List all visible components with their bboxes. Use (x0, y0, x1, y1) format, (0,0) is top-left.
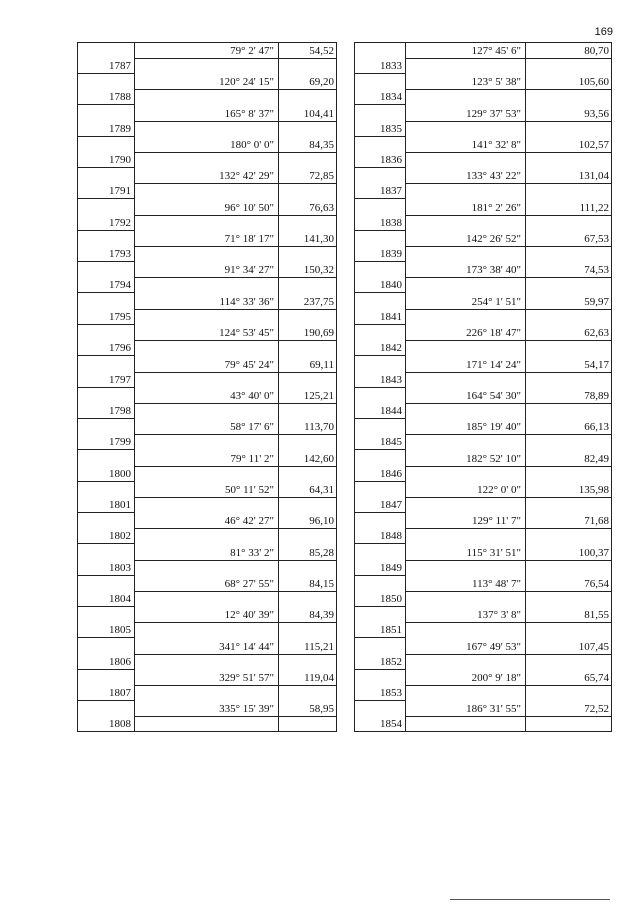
point-number: 1787 (109, 60, 131, 72)
row-separator (134, 685, 336, 686)
angle-cell: 79° 11' 2" (230, 452, 274, 465)
point-number: 1805 (109, 624, 131, 637)
distance-cell: 131,04 (578, 170, 609, 183)
row-separator (134, 215, 336, 216)
angle-cell: 329° 51' 57" (219, 672, 274, 684)
angle-cell: 165° 8' 37" (224, 107, 274, 120)
distance-cell: 115,21 (304, 640, 334, 653)
row-separator (78, 543, 134, 544)
distance-cell: 93,56 (584, 107, 609, 120)
row-separator (355, 543, 405, 544)
angle-cell: 129° 11' 7" (472, 515, 521, 528)
row-separator (78, 700, 134, 701)
distance-cell: 72,52 (584, 703, 609, 716)
row-separator (405, 58, 611, 59)
row-separator (134, 89, 336, 90)
point-number: 1835 (380, 122, 402, 135)
distance-cell: 62,63 (584, 327, 609, 340)
row-separator (134, 654, 336, 655)
point-number: 1837 (380, 185, 402, 198)
point-number: 1848 (380, 530, 402, 543)
point-number: 1797 (109, 373, 131, 386)
distance-cell: 84,15 (309, 577, 334, 590)
point-number: 1803 (109, 561, 131, 574)
angle-cell: 113° 48' 7" (472, 577, 521, 590)
distance-cell: 65,74 (584, 672, 609, 684)
angle-cell: 122° 0' 0" (477, 483, 521, 496)
angle-cell: 129° 37' 53" (466, 107, 521, 120)
distance-cell: 107,45 (578, 640, 609, 653)
row-separator (355, 418, 405, 419)
row-separator (405, 121, 611, 122)
row-separator (78, 136, 134, 137)
point-number: 1808 (109, 718, 131, 731)
row-separator (78, 669, 134, 670)
row-separator (405, 372, 611, 373)
distance-cell: 105,60 (578, 76, 609, 89)
angle-cell: 124° 53' 45" (219, 327, 274, 340)
distance-cell: 59,97 (584, 295, 609, 308)
angle-cell: 182° 52' 10" (466, 452, 521, 465)
row-separator (78, 198, 134, 199)
angle-cell: 96° 10' 50" (224, 201, 274, 214)
point-number: 1792 (109, 216, 131, 229)
angle-cell: 46° 42' 27" (224, 515, 274, 528)
row-separator (78, 387, 134, 388)
angle-cell: 12° 40' 39" (224, 609, 274, 622)
distance-cell: 72,85 (309, 170, 334, 183)
point-number: 1793 (109, 248, 131, 261)
row-separator (405, 434, 611, 435)
point-number: 1833 (380, 60, 402, 72)
coordinate-table-right (354, 42, 612, 732)
angle-cell: 137° 3' 8" (477, 609, 521, 622)
point-number: 1851 (380, 624, 402, 637)
point-number: 1844 (380, 404, 402, 417)
angle-cell: 127° 45' 6" (471, 45, 521, 57)
row-separator (78, 355, 134, 356)
row-separator (134, 434, 336, 435)
row-separator (405, 215, 611, 216)
row-separator (134, 121, 336, 122)
point-number: 1799 (109, 436, 131, 449)
angle-cell: 50° 11' 52" (225, 483, 274, 496)
row-separator (134, 277, 336, 278)
distance-cell: 237,75 (303, 295, 334, 308)
row-separator (78, 575, 134, 576)
row-separator (134, 497, 336, 498)
angle-cell: 123° 5' 38" (471, 76, 521, 89)
distance-cell: 141,30 (303, 233, 334, 246)
distance-cell: 84,35 (309, 139, 334, 152)
distance-cell: 58,95 (309, 703, 334, 716)
point-number: 1795 (109, 310, 131, 323)
angle-cell: 171° 14' 24" (466, 358, 521, 371)
distance-cell: 69,11 (309, 358, 334, 371)
angle-cell: 226° 18' 47" (466, 327, 521, 340)
row-separator (134, 466, 336, 467)
distance-cell: 125,21 (303, 389, 334, 402)
distance-cell: 64,31 (309, 483, 334, 496)
distance-cell: 142,60 (303, 452, 334, 465)
angle-cell: 68° 27' 55" (224, 577, 274, 590)
distance-cell: 80,70 (584, 45, 609, 57)
point-number: 1794 (109, 279, 131, 292)
row-separator (405, 277, 611, 278)
row-separator (78, 261, 134, 262)
row-separator (355, 575, 405, 576)
point-number: 1838 (380, 216, 402, 229)
row-separator (405, 497, 611, 498)
point-number: 1834 (380, 91, 402, 104)
row-separator (134, 591, 336, 592)
row-separator (405, 246, 611, 247)
row-separator (355, 355, 405, 356)
point-number: 1854 (380, 718, 402, 731)
row-separator (355, 387, 405, 388)
row-separator (134, 152, 336, 153)
row-separator (355, 73, 405, 74)
distance-cell: 74,53 (584, 264, 609, 277)
row-separator (134, 58, 336, 59)
row-separator (355, 104, 405, 105)
point-number: 1850 (380, 592, 402, 605)
row-separator (134, 309, 336, 310)
angle-cell: 180° 0' 0" (230, 139, 274, 152)
point-number: 1804 (109, 592, 131, 605)
angle-cell: 114° 33' 36" (219, 295, 274, 308)
row-separator (355, 292, 405, 293)
row-separator (78, 449, 134, 450)
row-separator (134, 340, 336, 341)
point-number: 1800 (109, 467, 131, 480)
row-separator (355, 700, 405, 701)
distance-cell: 54,52 (309, 45, 334, 57)
distance-cell: 102,57 (578, 139, 609, 152)
angle-cell: 132° 42' 29" (219, 170, 274, 183)
row-separator (355, 324, 405, 325)
row-separator (405, 716, 611, 717)
row-separator (405, 654, 611, 655)
distance-cell: 113,70 (304, 421, 334, 434)
row-separator (78, 418, 134, 419)
distance-cell: 67,53 (584, 233, 609, 246)
row-separator (134, 183, 336, 184)
row-separator (134, 716, 336, 717)
row-separator (78, 167, 134, 168)
row-separator (355, 167, 405, 168)
coordinate-table-left (77, 42, 337, 732)
point-number: 1801 (109, 498, 131, 511)
point-number: 1839 (380, 248, 402, 261)
row-separator (405, 403, 611, 404)
distance-cell: 69,20 (309, 76, 334, 89)
point-number: 1847 (380, 498, 402, 511)
angle-cell: 341° 14' 44" (219, 640, 274, 653)
angle-cell: 43° 40' 0" (230, 389, 274, 402)
row-separator (355, 136, 405, 137)
row-separator (405, 309, 611, 310)
angle-cell: 142° 26' 52" (466, 233, 521, 246)
angle-cell: 58° 17' 6" (230, 421, 274, 434)
point-number: 1802 (109, 530, 131, 543)
row-separator (134, 622, 336, 623)
point-number: 1788 (109, 91, 131, 104)
point-number: 1842 (380, 342, 402, 355)
angle-cell: 173° 38' 40" (466, 264, 521, 277)
row-separator (78, 606, 134, 607)
row-separator (78, 324, 134, 325)
row-separator (405, 591, 611, 592)
angle-cell: 167° 49' 53" (466, 640, 521, 653)
point-number: 1853 (380, 687, 402, 699)
angle-cell: 81° 33' 2" (230, 546, 274, 559)
distance-cell: 66,13 (584, 421, 609, 434)
distance-cell: 54,17 (584, 358, 609, 371)
distance-cell: 100,37 (578, 546, 609, 559)
point-number: 1791 (109, 185, 131, 198)
row-separator (355, 606, 405, 607)
row-separator (405, 560, 611, 561)
angle-cell: 185° 19' 40" (466, 421, 521, 434)
point-number: 1807 (109, 687, 131, 699)
angle-cell: 120° 24' 15" (219, 76, 274, 89)
distance-cell: 76,54 (584, 577, 609, 590)
point-number: 1798 (109, 404, 131, 417)
row-separator (78, 104, 134, 105)
point-number: 1840 (380, 279, 402, 292)
distance-cell: 85,28 (309, 546, 334, 559)
distance-cell: 78,89 (584, 389, 609, 402)
distance-cell: 76,63 (309, 201, 334, 214)
angle-cell: 141° 32' 8" (471, 139, 521, 152)
point-number: 1849 (380, 561, 402, 574)
row-separator (405, 466, 611, 467)
row-separator (355, 230, 405, 231)
row-separator (78, 292, 134, 293)
point-number: 1843 (380, 373, 402, 386)
point-number: 1846 (380, 467, 402, 480)
row-separator (355, 512, 405, 513)
angle-cell: 79° 2' 47" (230, 45, 274, 57)
angle-cell: 164° 54' 30" (466, 389, 521, 402)
row-separator (78, 73, 134, 74)
angle-cell: 186° 31' 55" (466, 703, 521, 716)
row-separator (78, 512, 134, 513)
row-separator (134, 403, 336, 404)
row-separator (355, 261, 405, 262)
angle-cell: 254° 1' 51" (471, 295, 521, 308)
angle-cell: 79° 45' 24" (224, 358, 274, 371)
distance-cell: 119,04 (304, 672, 334, 684)
row-separator (78, 230, 134, 231)
row-separator (134, 528, 336, 529)
row-separator (405, 152, 611, 153)
row-separator (134, 246, 336, 247)
angle-cell: 200° 9' 18" (471, 672, 521, 684)
angle-cell: 71° 18' 17" (224, 233, 274, 246)
row-separator (134, 560, 336, 561)
distance-cell: 150,32 (303, 264, 334, 277)
distance-cell: 84,39 (309, 609, 334, 622)
point-number: 1790 (109, 154, 131, 167)
row-separator (405, 340, 611, 341)
row-separator (355, 637, 405, 638)
angle-cell: 91° 34' 27" (224, 264, 274, 277)
point-number: 1806 (109, 655, 131, 668)
page-number: 169 (594, 26, 613, 38)
distance-cell: 71,68 (584, 515, 609, 528)
row-separator (405, 183, 611, 184)
distance-cell: 81,55 (584, 609, 609, 622)
row-separator (405, 685, 611, 686)
distance-cell: 135,98 (578, 483, 609, 496)
row-separator (405, 622, 611, 623)
point-number: 1836 (380, 154, 402, 167)
row-separator (405, 528, 611, 529)
point-number: 1796 (109, 342, 131, 355)
row-separator (78, 481, 134, 482)
distance-cell: 111,22 (579, 201, 609, 214)
angle-cell: 133° 43' 22" (466, 170, 521, 183)
distance-cell: 104,41 (303, 107, 334, 120)
angle-cell: 181° 2' 26" (471, 201, 521, 214)
point-number: 1841 (380, 310, 402, 323)
distance-cell: 96,10 (309, 515, 334, 528)
row-separator (355, 198, 405, 199)
row-separator (134, 372, 336, 373)
distance-cell: 82,49 (584, 452, 609, 465)
point-number: 1852 (380, 655, 402, 668)
angle-cell: 335° 15' 39" (219, 703, 274, 716)
angle-cell: 115° 31' 51" (466, 546, 521, 559)
row-separator (355, 449, 405, 450)
row-separator (355, 481, 405, 482)
row-separator (355, 669, 405, 670)
distance-cell: 190,69 (303, 327, 334, 340)
point-number: 1845 (380, 436, 402, 449)
row-separator (405, 89, 611, 90)
footer-rule (450, 899, 610, 900)
row-separator (78, 637, 134, 638)
point-number: 1789 (109, 122, 131, 135)
